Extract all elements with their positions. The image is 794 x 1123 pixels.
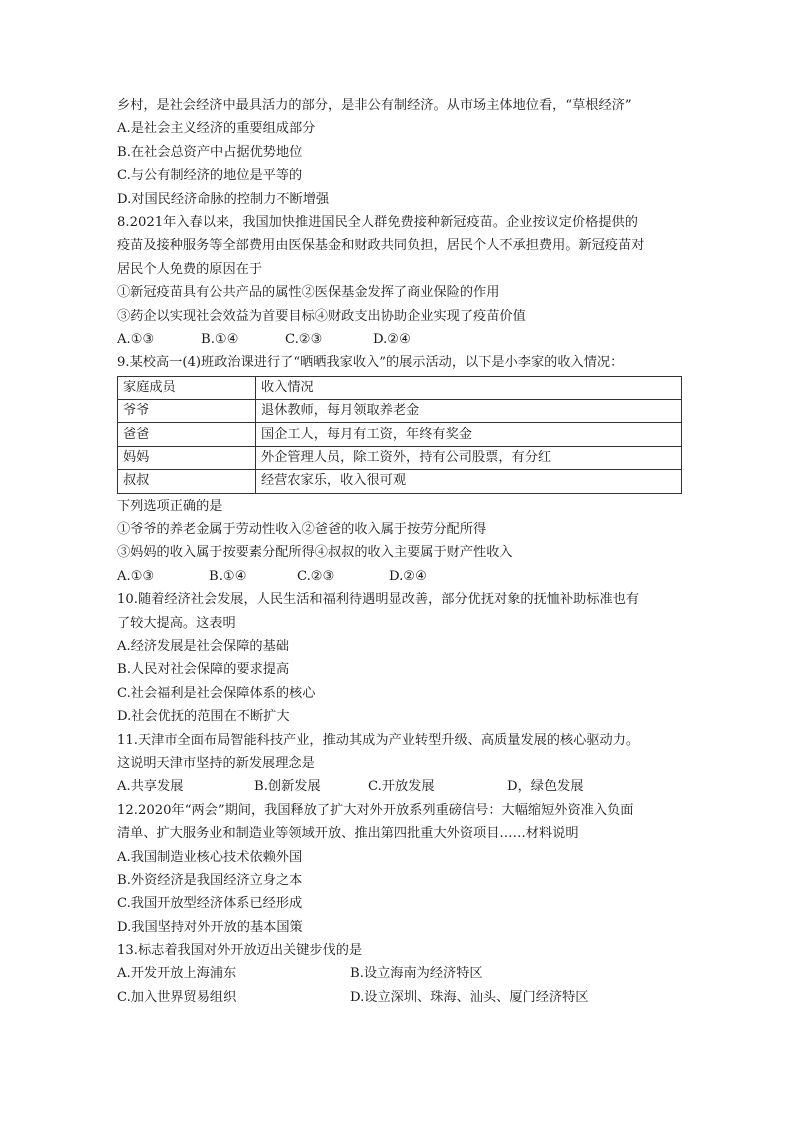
table-cell-income: 国企工人，每月有工资，年终有奖金 (256, 423, 682, 446)
q13-option-d: D.设立深圳、珠海、汕头、厦门经济特区 (350, 989, 589, 1005)
q10-option-c: C.社会福利是社会保障体系的核心 (117, 685, 316, 701)
q8-options (117, 328, 682, 351)
q7-option-a: A.是社会主义经济的重要组成部分 (117, 121, 316, 137)
table-cell-member: 叔叔 (118, 470, 256, 493)
q13-stem: 13.标志着我国对外开放迈出关键步伐的是 (117, 943, 363, 959)
q12-stem-line-1: 12.2020年“两会”期间，我国释放了扩大对外开放系列重磅信号：大幅缩短外资准入负面 (117, 802, 634, 818)
q12-option-b: B.外资经济是我国经济立身之本 (117, 872, 303, 888)
q11-option-c: C.开放发展 (368, 779, 435, 795)
q12-stem-line-2: 清单、扩大服务业和制造业等领域开放、推出第四批重大外资项目……材料说明 (117, 826, 579, 842)
table-cell-income: 经营农家乐，收入很可观 (256, 470, 682, 493)
table-cell-member: 妈妈 (118, 446, 256, 469)
q8-stem-line-1: 8.2021年入春以来，我国加快推进国民全人群免费接种新冠疫苗。企业按议定价格提供的 (117, 214, 638, 230)
q9-option-c: C.②③ (297, 568, 335, 584)
q13-option-b: B.设立海南为经济特区 (350, 966, 483, 982)
q10-stem-line-2: 了较大提高。这表明 (117, 615, 236, 631)
q9-after: 下列选项正确的是 (117, 498, 223, 514)
q9-stem: 9.某校高一(4)班政治课进行了“晒晒我家收入”的展示活动，以下是小李家的收入情况： (117, 355, 624, 371)
table-header-income: 收入情况 (256, 376, 682, 399)
q10-option-a: A.经济发展是社会保障的基础 (117, 638, 289, 654)
q8-statements-2: ③药企以实现社会效益为首要目标④财政支出协助企业实现了疫苗价值 (117, 308, 526, 324)
table-cell-member: 爷爷 (118, 400, 256, 423)
q11-option-d: D，绿色发展 (507, 779, 584, 795)
q8-option-a: A.①③ (117, 331, 155, 347)
q9-statements-2: ③妈妈的收入属于按要素分配所得④叔叔的收入主要属于财产性收入 (117, 545, 513, 561)
q13-option-c: C.加入世界贸易组织 (117, 989, 237, 1005)
table-cell-income: 退休教师，每月领取养老金 (256, 400, 682, 423)
table-header-member: 家庭成员 (118, 376, 256, 399)
q9-option-d: D.②④ (389, 568, 427, 584)
q11-stem-line-2: 这说明天津市坚持的新发展理念是 (117, 755, 315, 771)
q7-option-b: B.在社会总资产中占据优势地位 (117, 144, 303, 160)
q10-option-d: D.社会优抚的范围在不断扩大 (117, 709, 290, 725)
q12-option-c: C.我国开放型经济体系已经形成 (117, 896, 303, 912)
exam-page (117, 94, 682, 1009)
q8-option-c: C.②③ (285, 331, 323, 347)
q9-statements-1: ①爷爷的养老金属于劳动性收入②爸爸的收入属于按劳分配所得 (117, 522, 487, 538)
table-header-row (118, 376, 682, 399)
q8-stem-line-3: 居民个人免费的原因在于 (117, 261, 263, 277)
q13-options-row-2 (117, 986, 682, 1009)
q12-option-a: A.我国制造业核心技术依赖外国 (117, 849, 303, 865)
q11-stem-line-1: 11.天津市全面布局智能科技产业，推动其成为产业转型升级、高质量发展的核心驱动力。 (117, 732, 640, 748)
q8-option-d: D.②④ (373, 331, 411, 347)
q9-options (117, 565, 682, 588)
q8-stem-line-2: 疫苗及接种服务等全部费用由医保基金和财政共同负担，居民个人不承担费用。新冠疫苗对 (117, 238, 645, 254)
q13-option-a: A.开发开放上海浦东 (117, 966, 237, 982)
q7-stem-tail: 乡村，是社会经济中最具活力的部分，是非公有制经济。从市场主体地位看，“草根经济” (117, 98, 632, 113)
q10-option-b: B.人民对社会保障的要求提高 (117, 662, 290, 678)
q13-options-row-1 (117, 962, 682, 985)
q11-option-b: B.创新发展 (254, 779, 321, 795)
table-row (118, 423, 682, 446)
q8-option-b: B.①④ (201, 331, 239, 347)
table-row (118, 470, 682, 493)
income-table (117, 376, 682, 494)
table-row (118, 446, 682, 469)
q8-statements-1: ①新冠疫苗具有公共产品的属性②医保基金发挥了商业保险的作用 (117, 285, 500, 301)
q7-option-d: D.对国民经济命脉的控制力不断增强 (117, 191, 330, 207)
table-cell-income: 外企管理人员，除工资外，持有公司股票，有分红 (256, 446, 682, 469)
q7-option-c: C.与公有制经济的地位是平等的 (117, 168, 303, 184)
q10-stem-line-1: 10.随着经济社会发展，人民生活和福利待遇明显改善，部分优抚对象的抚恤补助标准也有 (117, 592, 640, 608)
table-row (118, 400, 682, 423)
q9-option-b: B.①④ (209, 568, 247, 584)
q11-option-a: A.共享发展 (117, 779, 184, 795)
q11-options (117, 775, 682, 798)
table-cell-member: 爸爸 (118, 423, 256, 446)
q12-option-d: D.我国坚持对外开放的基本国策 (117, 919, 303, 935)
q9-option-a: A.①③ (117, 568, 155, 584)
